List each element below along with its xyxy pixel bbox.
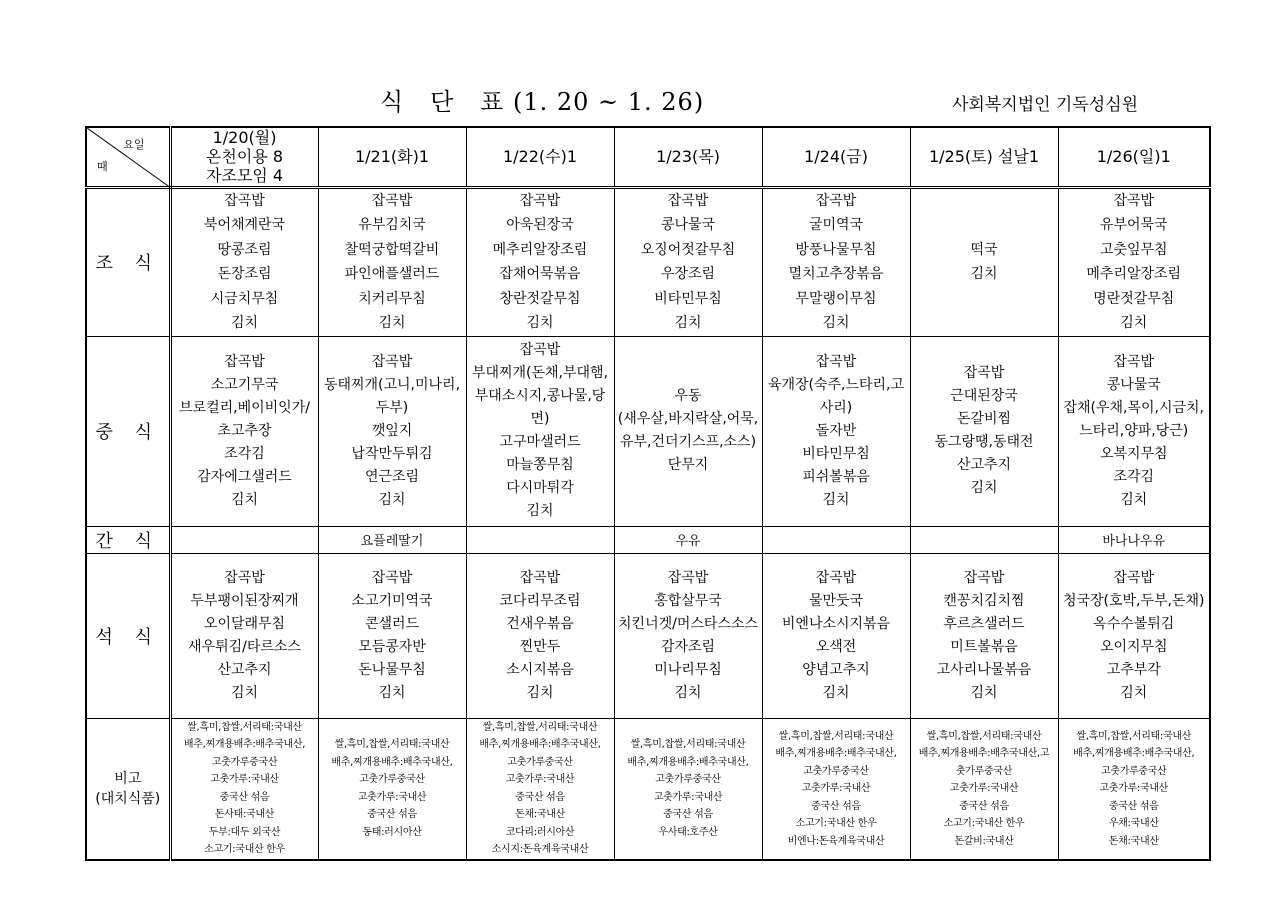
menu-item: 고추부각 [1106, 661, 1161, 678]
menu-item: 오징어젓갈무침 [640, 241, 736, 258]
menu-item: 잡곡밥 [224, 353, 265, 370]
menu-item: 떡국 [970, 241, 998, 258]
menu-item: 김치 [970, 480, 998, 496]
day-header-2 [318, 127, 466, 187]
menu-item: 잡곡밥 [371, 353, 413, 370]
menu-item: 비엔나소시지볶음 [781, 615, 891, 632]
day-header-1 [170, 127, 318, 187]
menu-item: 후르츠샐러드 [943, 615, 1025, 632]
menu-item: 미나리무침 [654, 661, 722, 678]
origin-line: 돈갈비:국내산 [954, 835, 1014, 847]
breakfast-cell-day-3 [466, 187, 614, 336]
menu-item: 고사리나물볶음 [936, 661, 1032, 678]
menu-item: 다시마튀각 [506, 480, 574, 496]
row-label-text: 간 식 [95, 530, 160, 552]
menu-item: (새우살,바지락살,어묵,유부,건더기스프,소스) [617, 411, 759, 450]
menu-item: 유부어묵국 [1099, 217, 1168, 233]
menu-item: 동그랑땡,동태전 [934, 434, 1034, 450]
origin-line: 배추,찌개용배추:배추국내산, [479, 739, 601, 751]
breakfast-cell-day-1 [170, 187, 318, 336]
organization-name: 사회복지법인 기독성심원 [952, 95, 1139, 115]
origin-line: 배추,찌개용배추:배추국내산, [331, 756, 453, 768]
origin-line: 두부:대두 외국산 [208, 826, 281, 838]
menu-item: 미트볼볶음 [950, 638, 1018, 655]
breakfast-cell-day-2 [318, 187, 466, 336]
origin-line: 고춧가루:국내산 [357, 791, 427, 803]
day-header-line: 1/21(화)1 [354, 147, 430, 167]
lunch-cell-day-2 [318, 336, 466, 526]
menu-item: 비타민무침 [654, 290, 722, 307]
origin-line: 중국산 섞음 [811, 800, 861, 812]
menu-item: 잡곡밥 [371, 569, 413, 586]
origin-line: 우채:국내산 [1108, 818, 1159, 829]
origin-line: 배추,찌개용배추:배추국내산, [775, 748, 897, 759]
menu-item: 마늘쫑무침 [506, 457, 574, 473]
row-label-line: 비고 [114, 770, 142, 787]
menu-item: 창란젓갈무침 [499, 290, 581, 307]
origin-line: 고춧가루중국산 [211, 756, 278, 768]
menu-item: 조각김 [1113, 468, 1155, 485]
menu-item: 잡곡밥 [815, 353, 857, 370]
menu-item: 돌자반 [815, 422, 857, 439]
origin-line: 고춧가루중국산 [359, 774, 425, 786]
origin-line: 중국산 섞음 [959, 800, 1009, 812]
row-label-text: 석 식 [95, 626, 160, 648]
menu-item: 오복지무침 [1099, 445, 1168, 462]
dinner-cell-day-4 [614, 553, 762, 718]
day-header-line: 1/23(목) [656, 147, 720, 167]
origin-cell-day-4 [614, 718, 762, 860]
menu-item: 잡곡밥 [667, 569, 709, 586]
menu-item: 산고추지 [217, 661, 272, 678]
corner-meal-label: 때 [97, 159, 108, 173]
row-label-lunch [86, 336, 170, 526]
menu-item: 김치 [970, 266, 998, 282]
menu-item: 김치 [970, 684, 998, 701]
menu-item: 찰떡궁합떡갈비 [344, 241, 440, 258]
day-header-line: 1/25(토) 설날1 [928, 147, 1040, 167]
menu-item: 연근조림 [364, 468, 420, 485]
origin-line: 배추,찌개용배추:배추국내산, [627, 756, 749, 768]
menu-item: 김치 [230, 684, 259, 701]
menu-item: 콩나물국 [1106, 376, 1161, 393]
menu-item: 단무지 [667, 457, 709, 473]
origin-line: 쌀,흑미,찹쌀,서리태:국내산 [926, 730, 1042, 742]
menu-item: 잡곡밥 [519, 569, 561, 586]
origin-line: 소고기:국내산 한우 [795, 818, 877, 829]
menu-item: 시금치무침 [210, 290, 279, 307]
dinner-cell-day-3 [466, 553, 614, 718]
menu-item: 김치 [822, 684, 850, 701]
origin-line: 고춧가루중국산 [655, 774, 721, 786]
menu-item: 근대된장국 [950, 388, 1018, 404]
menu-item: 감자에그샐러드 [197, 468, 292, 485]
origin-line: 비엔나:돈육계육국내산 [787, 835, 885, 847]
menu-item: 잡곡밥 [224, 569, 265, 586]
menu-item: 고구마샐러드 [499, 434, 581, 450]
origin-line: 소시지:돈육계육국내산 [491, 844, 589, 856]
origin-line: 코다리:러시아산 [505, 826, 575, 838]
origin-line: 고춧가루:국내산 [210, 774, 279, 786]
origin-line: 중국산 섞음 [1108, 800, 1159, 812]
menu-item: 잡곡밥 [224, 192, 265, 209]
menu-item: 유부김치국 [358, 217, 426, 233]
day-header-line: 자조모임 4 [205, 166, 284, 186]
menu-item: 잡채(우채,목이,시금치,느타리,양파,당근) [1063, 399, 1205, 439]
lunch-cell-day-1 [170, 336, 318, 526]
menu-item: 김치 [378, 684, 406, 701]
row-dinner [86, 553, 1210, 718]
snack-cell-day-1 [170, 526, 318, 553]
dinner-cell-day-7 [1058, 553, 1210, 718]
origin-line: 쌀,흑미,찹쌀,서리태:국내산 [1076, 730, 1192, 742]
row-label-snack [86, 526, 170, 553]
origin-line: 고춧가루:국내산 [653, 791, 723, 803]
menu-item: 돈갈비찜 [956, 411, 1012, 427]
menu-item: 육개장(숙주,느타리,고사리) [767, 376, 905, 416]
origin-line: 고춧가루:국내산 [505, 774, 575, 786]
menu-item: 청국장(호박,두부,돈채) [1062, 592, 1205, 609]
menu-item: 잡곡밥 [519, 342, 561, 358]
menu-item: 감자조림 [660, 638, 716, 655]
snack-cell-day-7 [1058, 526, 1210, 553]
menu-item: 양념고추지 [802, 661, 870, 678]
menu-item: 김치 [822, 315, 850, 331]
breakfast-cell-day-4 [614, 187, 762, 336]
row-lunch [86, 336, 1210, 526]
origin-line: 배추,찌개용배추:배추국내산, [183, 739, 306, 751]
lunch-cell-day-3 [466, 336, 614, 526]
row-label-origin [86, 718, 170, 860]
menu-item: 고춧잎무침 [1099, 241, 1168, 258]
menu-item: 김치 [674, 315, 702, 331]
origin-cell-day-2 [318, 718, 466, 860]
origin-line: 고춧가루중국산 [507, 756, 573, 768]
origin-cell-day-7 [1058, 718, 1210, 860]
header-row [86, 127, 1210, 187]
lunch-cell-day-6 [910, 336, 1058, 526]
menu-item: 건새우볶음 [506, 615, 574, 632]
menu-item: 소고기무국 [210, 376, 279, 393]
snack-cell-day-6 [910, 526, 1058, 553]
menu-item: 코다리무조림 [499, 592, 581, 609]
menu-item: 오색전 [815, 638, 857, 655]
menu-item: 잡곡밥 [963, 569, 1005, 586]
menu-item: 잡곡밥 [963, 365, 1005, 381]
menu-item: 잡곡밥 [1113, 192, 1155, 209]
menu-item: 김치 [1120, 315, 1148, 331]
origin-cell-day-5 [762, 718, 910, 860]
menu-item: 치커리무침 [358, 290, 426, 307]
day-header-line: 온천이용 8 [205, 147, 284, 167]
breakfast-cell-day-7 [1058, 187, 1210, 336]
menu-item: 메추리알장조림 [492, 241, 588, 258]
origin-line: 중국산 섞음 [663, 809, 713, 821]
menu-item: 무말랭이무침 [795, 290, 877, 307]
snack-cell-day-2 [318, 526, 466, 553]
row-breakfast [86, 187, 1210, 336]
menu-item: 새우튀김/타르소스 [188, 638, 301, 655]
day-header-line: 1/26(일)1 [1096, 147, 1171, 167]
menu-item: 돈나물무침 [358, 661, 426, 678]
row-origin [86, 718, 1210, 860]
origin-cell-day-3 [466, 718, 614, 860]
menu-item: 납작만두튀김 [351, 445, 433, 462]
origin-line: 중국산 섞음 [367, 809, 417, 821]
origin-line: 우사태:호주산 [658, 826, 718, 838]
origin-line: 쌀,흑미,찹쌀,서리태:국내산 [482, 721, 598, 733]
menu-item: 물만둣국 [808, 592, 864, 609]
origin-line: 쌀,흑미,찹쌀,서리태:국내산 [630, 739, 746, 751]
origin-line: 돈채:국내산 [1108, 835, 1159, 847]
menu-item: 브로컬리,베이비잇가/초고추장 [179, 399, 310, 439]
menu-item: 부대찌개(돈채,부대햄,부대소시지,콩나물,당면) [471, 365, 609, 427]
meal-plan-table [85, 126, 1211, 861]
row-label-line: (대치식품) [95, 790, 161, 807]
menu-item: 콩나물국 [660, 217, 716, 233]
menu-item: 오이달래무침 [203, 615, 286, 632]
menu-item: 김치 [230, 491, 259, 508]
menu-item: 홍합살무국 [654, 592, 722, 609]
origin-line: 돈채:국내산 [515, 809, 565, 821]
menu-item: 옥수수볼튀김 [1093, 615, 1175, 632]
dinner-cell-day-6 [910, 553, 1058, 718]
page-title: 식 단 표 (1. 20 ~ 1. 26) [380, 88, 705, 116]
menu-item: 잡곡밥 [519, 192, 561, 209]
menu-item: 굴미역국 [808, 217, 864, 233]
menu-item: 잡곡밥 [1113, 353, 1155, 370]
origin-line: 돈사태:국내산 [214, 809, 275, 821]
menu-item: 산고추지 [956, 457, 1012, 473]
dinner-cell-day-2 [318, 553, 466, 718]
day-header-4 [614, 127, 762, 187]
origin-line: 쌀,흑미,찹쌀,서리태:국내산 [187, 721, 302, 733]
menu-item: 김치 [230, 315, 259, 331]
menu-item: 돈장조림 [217, 266, 272, 282]
menu-item: 조각김 [224, 445, 265, 462]
row-label-text: 조 식 [95, 253, 160, 274]
row-label-dinner [86, 553, 170, 718]
menu-item: 두부팽이된장찌개 [190, 592, 299, 609]
day-header-line: 1/20(월) [212, 128, 277, 148]
menu-item: 잡곡밥 [815, 192, 857, 209]
origin-line: 고춧가루:국내산 [1099, 783, 1169, 794]
origin-line: 춧가루중국산 [955, 765, 1013, 777]
origin-line: 중국산 섞음 [515, 791, 565, 803]
corner-day-label: 요일 [123, 138, 145, 151]
menu-item: 찐만두 [519, 638, 561, 655]
menu-item: 파인애플샐러드 [344, 266, 440, 282]
row-snack [86, 526, 1210, 553]
corner-cell [86, 127, 170, 187]
day-header-6 [910, 127, 1058, 187]
menu-item: 잡곡밥 [815, 569, 857, 586]
menu-item: 김치 [378, 491, 406, 508]
menu-item: 김치 [1120, 684, 1148, 701]
menu-item: 잡곡밥 [667, 192, 709, 209]
breakfast-cell-day-5 [762, 187, 910, 336]
origin-line: 고춧가루:국내산 [801, 783, 871, 794]
menu-item: 오이지무침 [1099, 638, 1168, 655]
snack-cell-day-5 [762, 526, 910, 553]
menu-item: 소고기미역국 [351, 592, 433, 609]
day-header-line: 1/22(수)1 [502, 147, 578, 167]
menu-item: 김치 [526, 684, 554, 701]
origin-line: 고춧가루:국내산 [949, 783, 1019, 794]
origin-line: 쌀,흑미,찹쌀,서리태:국내산 [334, 739, 450, 751]
menu-item: 땅콩조림 [217, 241, 272, 258]
origin-cell-day-6 [910, 718, 1058, 860]
row-label-breakfast [86, 187, 170, 336]
dinner-cell-day-1 [170, 553, 318, 718]
menu-item: 멸치고추장볶음 [788, 266, 884, 282]
menu-item: 메추리알장조림 [1086, 266, 1182, 282]
menu-item: 요플레딸기 [360, 534, 424, 549]
snack-cell-day-3 [466, 526, 614, 553]
breakfast-cell-day-6 [910, 187, 1058, 336]
menu-item: 잡채어묵볶음 [499, 266, 581, 282]
menu-item: 피쉬볼볶음 [802, 468, 870, 485]
origin-line: 배추,찌개용배추:배추국내산, [1073, 748, 1195, 759]
menu-item: 우장조림 [660, 266, 716, 282]
menu-item: 김치 [526, 503, 554, 519]
menu-item: 잡곡밥 [1113, 569, 1155, 586]
menu-item: 우유 [675, 534, 701, 549]
menu-item: 김치 [526, 315, 554, 331]
origin-line: 고춧가루중국산 [803, 765, 869, 777]
snack-cell-day-4 [614, 526, 762, 553]
menu-item: 바나나우유 [1102, 534, 1166, 549]
origin-line: 중국산 섞음 [219, 791, 270, 803]
menu-item: 김치 [674, 684, 702, 701]
menu-item: 방풍나물무침 [795, 241, 877, 258]
menu-item: 캔꽁치김치찜 [943, 592, 1025, 609]
day-header-3 [466, 127, 614, 187]
origin-cell-day-1 [170, 718, 318, 860]
day-header-7 [1058, 127, 1210, 187]
menu-item: 명란젓갈무침 [1093, 290, 1175, 307]
menu-item: 비타민무침 [802, 445, 870, 462]
day-header-line: 1/24(금) [804, 147, 868, 167]
menu-item: 모듬콩자반 [358, 638, 426, 655]
menu-item: 김치 [822, 491, 850, 508]
origin-line: 배추,찌개용배추:배추국내산,고 [918, 748, 1050, 759]
origin-line: 동태:러시아산 [362, 826, 422, 838]
menu-item: 콘샐러드 [364, 615, 420, 632]
dinner-cell-day-5 [762, 553, 910, 718]
menu-item: 잡곡밥 [371, 192, 413, 209]
lunch-cell-day-5 [762, 336, 910, 526]
menu-item: 치킨너겟/머스타스소스 [618, 615, 758, 632]
origin-line: 쌀,흑미,찹쌀,서리태:국내산 [778, 730, 894, 742]
menu-item: 동태찌개(고니,미나리,두부) [323, 376, 461, 416]
menu-item: 북어채계란국 [203, 217, 286, 233]
origin-line: 고춧가루중국산 [1100, 765, 1167, 777]
row-label-text: 중 식 [95, 422, 160, 443]
menu-item: 깻잎지 [371, 422, 413, 439]
origin-line: 소고기:국내산 한우 [943, 818, 1025, 829]
menu-item: 김치 [378, 315, 406, 331]
menu-item: 김치 [1120, 491, 1148, 508]
menu-item: 아욱된장국 [506, 217, 574, 233]
lunch-cell-day-7 [1058, 336, 1210, 526]
day-header-5 [762, 127, 910, 187]
menu-item: 소시지볶음 [506, 661, 574, 678]
menu-item: 우동 [674, 388, 702, 404]
lunch-cell-day-4 [614, 336, 762, 526]
origin-line: 소고기:국내산 한우 [204, 844, 285, 856]
